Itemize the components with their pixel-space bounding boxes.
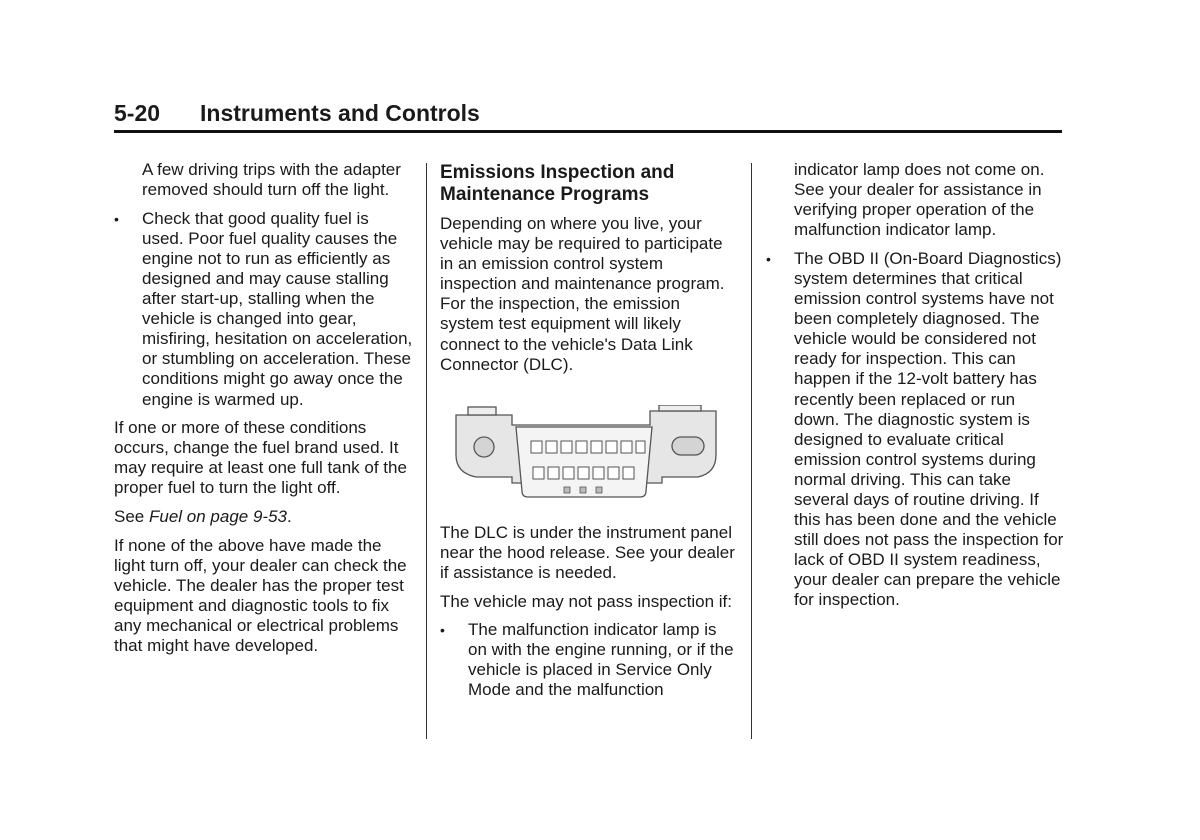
bullet-text: The OBD II (On-Board Diagnostics) system determines that critical emission control systems have not been completely diagnosed. The vehicle would be considered not ready for inspection. This can happen if the 12-volt battery has recently been replaced or run down. The diagnostic system is designed to evaluate critical emission control systems during normal driving. This can take several days of routine driving. If this has been done and the vehicle still does not pass the inspection for lack of OBD II system readiness, your dealer can prepare the vehicle for inspection. bbox=[794, 248, 1064, 610]
section-title: Instruments and Controls bbox=[200, 100, 480, 126]
bullet-icon: • bbox=[766, 250, 771, 267]
bullet-text: The malfunction indicator lamp is on with the engine running, or if the vehicle is placed in Service Only Mode and the malfunction bbox=[468, 620, 734, 700]
paragraph: If none of the above have made the light turn off, your dealer can check the vehicle. The dealer has the proper test equipment and diagnostic tools to fix any mechanical or electrical problems that might have developed. bbox=[114, 535, 407, 656]
column-1 bbox=[114, 160, 414, 665]
subsection-heading: Emissions Inspection and Maintenance Programs bbox=[440, 162, 675, 205]
cross-reference-link[interactable]: Fuel on page 9-53 bbox=[148, 507, 287, 526]
paragraph: Depending on where you live, your vehicle may be required to participate in an emission control system inspection and maintenance program. For the inspection, the emission system test equipment will likely connect to the vehicle's Data Link Connector (DLC). bbox=[440, 214, 725, 374]
column-divider-1 bbox=[426, 163, 427, 739]
bullet-item bbox=[114, 209, 414, 410]
column-2 bbox=[440, 160, 736, 709]
bullet-continuation: indicator lamp does not come on. See your dealer for assistance in verifying proper operation of the malfunction indicator lamp. bbox=[794, 160, 1045, 240]
bullet-icon: • bbox=[114, 210, 119, 227]
bullet-item bbox=[766, 249, 1064, 611]
bullet-icon: • bbox=[440, 622, 445, 639]
see-reference: See Fuel on page 9-53. bbox=[114, 507, 292, 526]
dlc-connector-icon bbox=[454, 405, 720, 505]
paragraph: The DLC is under the instrument panel near the hood release. See your dealer if assistance is needed. bbox=[440, 522, 735, 582]
column-3 bbox=[766, 160, 1064, 619]
paragraph: The vehicle may not pass inspection if: bbox=[440, 591, 732, 611]
page-number: 5-20 bbox=[114, 100, 161, 126]
dlc-connector-illustration bbox=[454, 405, 720, 505]
paragraph: If one or more of these conditions occurs, change the fuel brand used. It may require at least one full tank of the proper fuel to turn the light off. bbox=[114, 418, 407, 498]
bullet-text: Check that good quality fuel is used. Poor fuel quality causes the engine not to run as efficiently as designed and may cause stalling after start-up, stalling when the vehicle is changed into gear, misfiring, hesitation on acceleration, or stumbling on acceleration. These conditions might go away once the engine is warmed up. bbox=[142, 208, 413, 409]
column-divider-2 bbox=[751, 163, 752, 739]
intro-paragraph: A few driving trips with the adapter removed should turn off the light. bbox=[142, 160, 401, 200]
page-header bbox=[114, 100, 1062, 133]
bullet-item bbox=[440, 620, 736, 700]
